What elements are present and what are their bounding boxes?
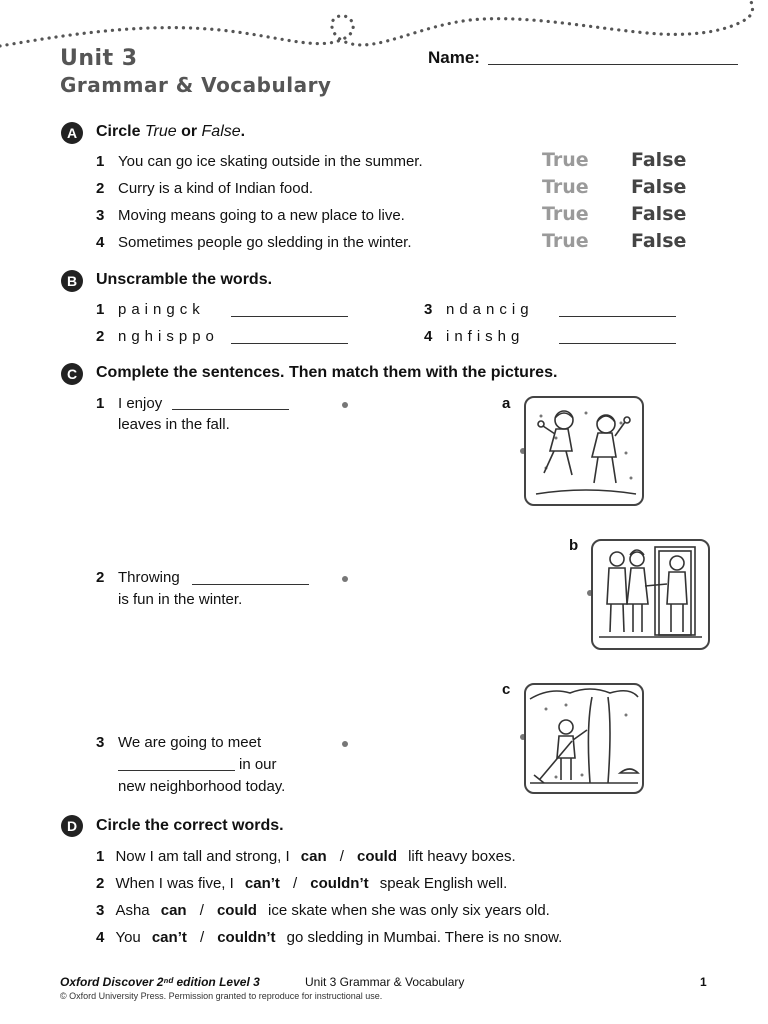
answer-blank[interactable] [231,316,348,317]
choice-a[interactable]: can’t [151,929,187,946]
match-dot[interactable] [342,402,348,408]
sentence-text: leaves in the fall. [118,416,230,433]
choice-b[interactable]: could [216,902,257,919]
name-line[interactable] [488,64,738,65]
name-label: Name: [428,48,480,67]
false-option[interactable]: False [631,176,687,198]
choice-a[interactable]: can [300,848,327,865]
section-b-title: Unscramble the words. [96,271,273,288]
picture-letter: c [502,681,511,698]
snowball-kids-picture [524,396,644,506]
meeting-neighbors-picture [591,539,710,650]
item-number: 3 [424,301,433,318]
answer-blank[interactable] [172,409,289,410]
false-option[interactable]: False [631,149,687,171]
section-d-title: Circle the correct words. [96,817,284,834]
item-number: 2 [96,180,105,197]
section-b-badge: B [61,270,83,292]
item-number: 2 [96,569,105,586]
unit-title: Unit 3 [60,46,138,71]
true-option[interactable]: True [542,230,589,252]
sentence-text: in our [239,756,277,773]
picture-letter: a [502,395,511,412]
sentence-text: We are going to meet [118,734,262,751]
footer-unit-label: Unit 3 Grammar & Vocabulary [305,975,465,989]
false-option[interactable]: False [631,230,687,252]
scrambled-word: infishg [446,328,525,345]
choice-b[interactable]: couldn’t [217,929,276,946]
choice-sentence: 3 Asha can / could ice skate when she was only six years old. [96,902,550,919]
item-number: 3 [96,207,105,224]
choice-a[interactable]: can [160,902,187,919]
sentence-text: new neighborhood today. [118,778,286,795]
statement-text: Sometimes people go sledding in the winter. [118,234,412,251]
item-number: 2 [96,328,105,345]
choice-sentence: 4 You can’t / couldn’t go sledding in Mumbai. There is no snow. [96,929,563,946]
scrambled-word: nghisppo [118,328,219,345]
statement-text: Curry is a kind of Indian food. [118,180,314,197]
footer-brand: Oxford Discover 2ⁿᵈ edition Level 3 [60,975,260,989]
choice-b[interactable]: couldn’t [310,875,369,892]
item-number: 1 [96,301,105,318]
answer-blank[interactable] [231,343,348,344]
true-option[interactable]: True [542,149,589,171]
answer-blank[interactable] [559,343,676,344]
copyright-notice: © Oxford University Press. Permission granted to reproduce for instructional use. [60,991,383,1001]
match-dot[interactable] [342,576,348,582]
true-option[interactable]: True [542,176,589,198]
answer-blank[interactable] [118,770,235,771]
picture-letter: b [569,537,579,554]
section-d-badge: D [61,815,83,837]
sentence-text: Throwing [118,569,180,586]
section-c-title: Complete the sentences. Then match them with the pictures. [96,364,558,381]
item-number: 4 [424,328,433,345]
scrambled-word: paingck [118,301,205,318]
item-number: 3 [96,734,105,751]
false-option[interactable]: False [631,203,687,225]
choice-sentence: 2 When I was five, I can’t / couldn’t speak English well. [96,875,508,892]
scrambled-word: ndancig [446,301,534,318]
statement-text: You can go ice skating outside in the summer. [118,153,423,170]
answer-blank[interactable] [192,584,309,585]
true-option[interactable]: True [542,203,589,225]
raking-leaves-picture [524,683,644,794]
section-a-badge: A [61,122,83,144]
match-dot[interactable] [342,741,348,747]
page-subtitle: Grammar & Vocabulary [60,73,332,97]
section-a-title: Circle True or False. [96,123,246,140]
statement-text: Moving means going to a new place to live. [118,207,405,224]
item-number: 1 [96,153,105,170]
choice-b[interactable]: could [357,848,397,865]
page-number: 1 [700,975,707,989]
section-c-badge: C [61,363,83,385]
sentence-text: is fun in the winter. [118,591,243,608]
sentence-text: I enjoy [118,395,163,412]
answer-blank[interactable] [559,316,676,317]
choice-a[interactable]: can’t [244,875,280,892]
item-number: 4 [96,234,105,251]
choice-sentence: 1 Now I am tall and strong, I can / could lift heavy boxes. [96,848,516,865]
item-number: 1 [96,395,105,412]
